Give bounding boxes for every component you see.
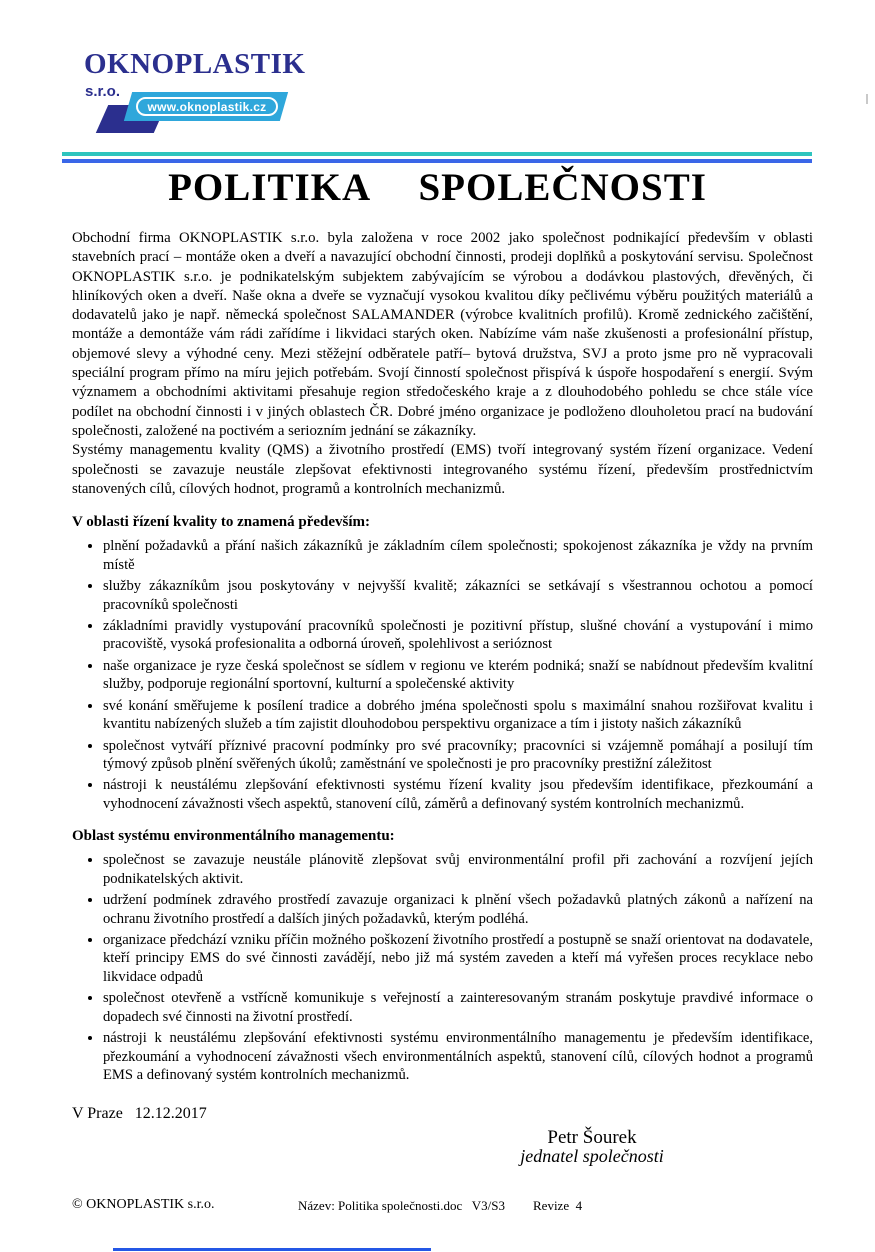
list-item: • plnění požadavků a přání našich zákazníků je základním cílem společnosti; spokojenost zákazníka je vždy na prvním místě	[103, 537, 813, 574]
footer-revision: Revize 4	[533, 1198, 583, 1213]
list-item: • služby zákazníkům jsou poskytovány v nejvyšší kvalitě; zákazníci se setkávají s všestrannou ochotou a pomocí pracovníků společnosti	[103, 577, 813, 614]
signature-place-date: V Praze 12.12.2017	[72, 1105, 207, 1123]
list-item: • organizace předchází vzniku příčin možného poškození životního prostředí a postupně se snaží orientovat na dodavatele, kteří principy EMS do své činnosti zavádějí, nebo již má systém zaveden a kteří má vyřešen proces recyklace nebo likvidace odpadů	[103, 931, 813, 986]
intro-paragraph-2: Systémy managementu kvality (QMS) a životního prostředí (EMS) tvoří integrovaný systém řízení organizace. Vedení společnosti se zavazuje neustále zlepšovat efektivnosti integrovaného systému řízení, především prostřednictvím stanovených cílů, cílových hodnot, programů a kontrolních mechanizmů.	[72, 442, 813, 497]
header-rule-teal	[62, 152, 812, 156]
footer-rule-blue	[113, 1248, 431, 1251]
footer-document-name: Název: Politika společnosti.doc V3/S3	[298, 1198, 506, 1213]
list-item: • společnost otevřeně a vstřícně komunikuje s veřejností a zainteresovaným stranám poskytuje pravdivé informace o dopadech své činnosti na životní prostředí.	[103, 989, 813, 1026]
list-item: • své konání směřujeme k posílení tradice a dobrého jména společnosti spolu s maximální snahou rozšiřovat kvalitu i kvantitu nabízených služeb a tím zajistit dlouhodobou perspektivu organizace a tím i jistoty našich zákazníků	[103, 697, 813, 734]
list-item: • naše organizace je ryze česká společnost se sídlem v regionu ve kterém podniká; snaží se nabídnout především kvalitní služby, podporuje regionální sportovní, kulturní a společenské aktivity	[103, 657, 813, 694]
list-item: • nástroji k neustálému zlepšování efektivnosti systému řízení kvality jsou především identifikace, přezkoumání a vyhodnocení závažnosti všech aspektů, stanovení cílů, záměrů a definovaný systém kontrolních mechanizmů.	[103, 776, 813, 813]
header-rule-blue	[62, 159, 812, 163]
list-item: • udržení podmínek zdravého prostředí zavazuje organizaci k plnění všech požadavků platných zákonů a nařízení na ochranu životního prostředí a dalších jiných požadavků, kterým podléhá.	[103, 891, 813, 928]
list-item: • základními pravidly vystupování pracovníků společnosti je pozitivní přístup, slušné chování a vystupování i mimo pracoviště, vysoká profesionalita a odborná úroveň, spolehlivost a serióznost	[103, 617, 813, 654]
quality-bullet-list	[72, 537, 813, 813]
page-edge-mark	[866, 94, 868, 104]
document-body	[72, 229, 813, 1166]
page-footer	[0, 1197, 875, 1217]
logo-company-name: OKNOPLASTIK	[84, 48, 306, 80]
logo-website-pill	[136, 97, 278, 116]
quality-section-heading: V oblasti řízení kvality to znamená především:	[72, 514, 371, 531]
footer-copyright: © OKNOPLASTIK s.r.o.	[72, 1197, 215, 1212]
list-item: • společnost se zavazuje neustále plánovitě zlepšovat svůj environmentální profil při zachování a rozvíjení jejích podnikatelských aktivit.	[103, 851, 813, 888]
company-logo	[84, 50, 304, 130]
list-item: • společnost vytváří příznivé pracovní podmínky pro své pracovníky; pracovníci si vzájemně pomáhají a posilují tím týmový způsob plnění svěřených úkolů; zaměstnání ve společnosti je pro pracovníky prestižní záležitost	[103, 737, 813, 774]
list-item: • nástroji k neustálému zlepšování efektivnosti systému environmentálního managementu je především identifikace, přezkoumání a vyhodnocení závažnosti všech environmentálních aspektů, stanovení cílů, cílových hodnot a programů EMS a definovaný systém kontrolních mechanizmů.	[103, 1029, 813, 1084]
environment-bullet-list	[72, 851, 813, 1084]
signature-name: Petr Šourek	[547, 1126, 637, 1148]
intro-paragraph-1: Obchodní firma OKNOPLASTIK s.r.o. byla založena v roce 2002 jako společnost podnikající především v oblasti stavebních prací – montáže oken a dveří a navazující obchodní činnosti, prodeji doplňků a poskytování servisu. Společnost OKNOPLASTIK s.r.o. je podnikatelským subjektem zabývajícím se výrobou a dodávkou plastových, dřevěných, či hliníkových oken a dveří. Naše okna a dveře se vyznačují vysokou kvalitou díky pečlivému výběru použitých materiálů a dodavatelů jako je např. německá společnost SALAMANDER (výrobce kvalitních profilů). Kromě zednického začištění, montáže a demontáže vám rádi zařídíme i likvidaci starých oken. Nabízíme vám naše zkušenosti a profesionální přístup, objemové slevy a výhodné ceny. Mezi stěžejní odběratele patří– bytová družstva, SVJ a proto jsme pro ně vypracovali speciální program přímo na míru jejich potřebám. Svojí činností společnost přispívá k úspoře hospodaření s energií. Svým významem a obchodními aktivitami přesahuje region středočeského kraje a z dlouhodobého pohledu se chce stále více podílet na obchodní činnosti i v jiných oblastech ČR. Dobré jméno organizace je podloženo dlouholetou prací na budování společnosti, založené na poctivém a seriozním jednání se zákazníky.	[72, 230, 813, 439]
signature-block	[432, 1128, 752, 1167]
page-title: POLITIKA SPOLEČNOSTI	[168, 166, 707, 209]
logo-website-url: www.oknoplastik.cz	[147, 99, 267, 114]
signature-role: jednatel společnosti	[520, 1145, 664, 1166]
logo-company-suffix: s.r.o.	[85, 83, 121, 100]
environment-section-heading: Oblast systému environmentálního managementu:	[72, 828, 395, 845]
